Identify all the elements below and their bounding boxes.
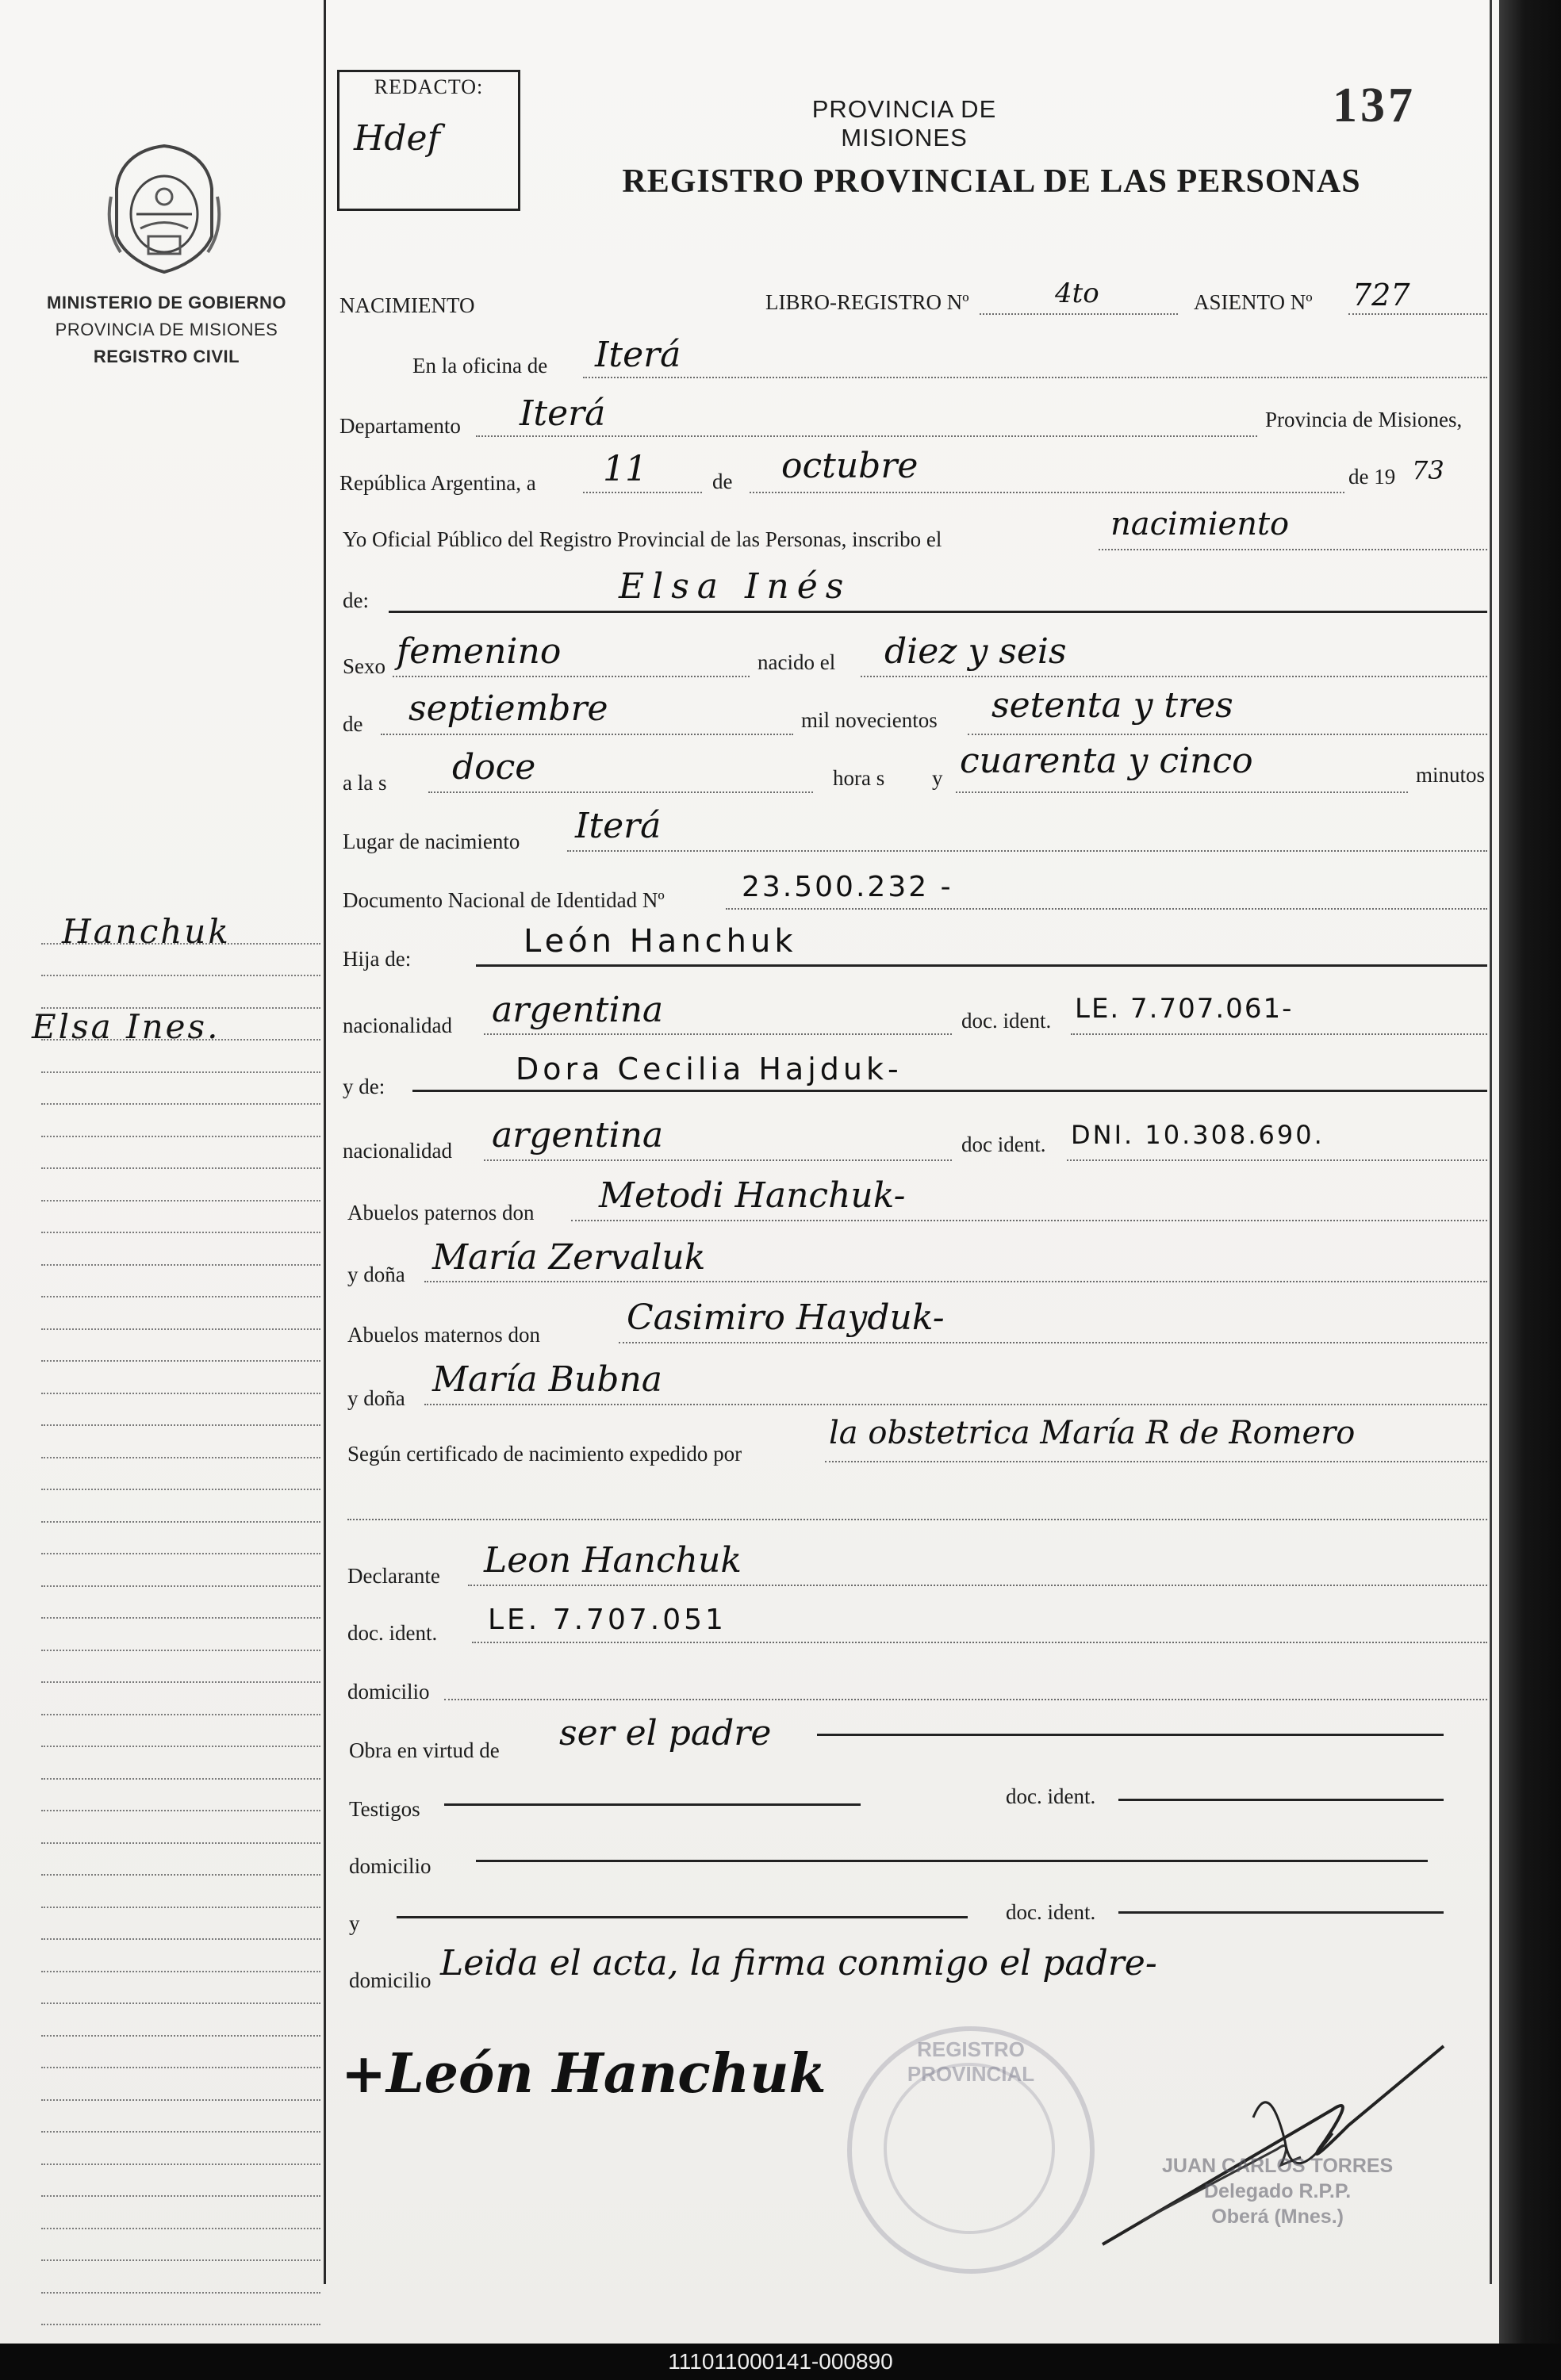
testigos-label: Testigos [349, 1797, 420, 1821]
official-seal [847, 2026, 1095, 2274]
nac-mes-value: septiembre [408, 688, 608, 729]
abuelos-maternos-value: Casimiro Hayduk- [627, 1297, 945, 1338]
official-stamp-text [1162, 2153, 1393, 2229]
official-role: Delegado R.P.P. [1203, 2180, 1352, 2202]
docident2-value: DNI. 10.308.690. [1071, 1120, 1325, 1150]
margin-surname: Hanchuk [62, 912, 231, 951]
dni-label: Documento Nacional de Identidad Nº [343, 888, 665, 912]
right-border [1490, 0, 1492, 2284]
sexo-label: Sexo [343, 654, 385, 678]
dni-value: 23.500.232 - [742, 871, 953, 903]
hora-value: doce [452, 747, 536, 788]
y-label: y [932, 766, 943, 790]
ydona2-value: María Bubna [432, 1359, 663, 1400]
nacido-label: nacido el [757, 650, 836, 674]
horas-label: hora s [833, 766, 885, 790]
redacto-label: REDACTO: [374, 75, 484, 98]
libro-value: 4to [1055, 278, 1099, 309]
mes-value: octubre [781, 446, 919, 486]
de-label: de [712, 469, 733, 493]
nac1-value: argentina [492, 990, 664, 1030]
margin-notes-lines [41, 912, 320, 2325]
docident3-label: doc. ident. [347, 1621, 438, 1645]
declarante-label: Declarante [347, 1564, 440, 1588]
abuelos-maternos-label: Abuelos maternos don [347, 1323, 540, 1347]
ministry-line-3: REGISTRO CIVIL [93, 347, 240, 366]
departamento-value: Iterá [520, 393, 606, 434]
madre-value: Dora Cecilia Hajduk- [516, 1052, 903, 1087]
obra-label: Obra en virtud de [349, 1738, 500, 1762]
page-number: 137 [1333, 79, 1416, 132]
yde-label: y de: [343, 1075, 385, 1098]
official-place: Oberá (Mnes.) [1211, 2206, 1344, 2228]
anio-value: 73 [1412, 455, 1444, 485]
column-divider [324, 0, 326, 2284]
oficial-label: Yo Oficial Público del Registro Provincial de las Personas, inscribo el [343, 527, 942, 551]
nac-mes-label: de [343, 712, 363, 736]
alas-label: a la s [343, 771, 387, 795]
nombre-label: de: [343, 588, 369, 612]
y2-label: y [349, 1911, 360, 1935]
page-title: REGISTRO PROVINCIAL DE LAS PERSONAS [622, 163, 1361, 200]
abuelos-paternos-label: Abuelos paternos don [347, 1201, 535, 1224]
seal-text: REGISTRO PROVINCIAL [907, 2037, 1035, 2086]
dia-value: 11 [603, 449, 647, 489]
ministry-heading [24, 289, 309, 370]
docident1-value: LE. 7.707.061- [1075, 993, 1294, 1025]
docident3-value: LE. 7.707.051 [488, 1604, 727, 1636]
domicilio2-label: domicilio [349, 1854, 431, 1878]
binding-edge [1499, 0, 1561, 2344]
nacido-value: diez y seis [884, 631, 1067, 672]
docident1-label: doc. ident. [961, 1009, 1052, 1033]
official-name: JUAN CARLOS TORRES [1162, 2155, 1394, 2177]
redacto-box [337, 70, 520, 211]
republica-label: República Argentina, a [339, 471, 536, 495]
docident5-label: doc. ident. [1006, 1900, 1096, 1924]
nac2-value: argentina [492, 1115, 664, 1156]
docident4-label: doc. ident. [1006, 1784, 1096, 1808]
closing-statement: Leida el acta, la firma conmigo el padre- [440, 1943, 1157, 1983]
abuelos-paternos-value: Metodi Hanchuk- [599, 1175, 906, 1216]
lugar-value: Iterá [575, 806, 662, 846]
crest-icon [105, 141, 224, 276]
declarant-signature: +León Hanchuk [341, 2042, 827, 2106]
redacto-value: Hdef [354, 118, 440, 159]
province-heading: PROVINCIA DE MISIONES [811, 95, 997, 151]
provincia-label: Provincia de Misiones, [1265, 408, 1463, 431]
hija-label: Hija de: [343, 947, 412, 971]
docident2-label: doc ident. [961, 1133, 1046, 1156]
oficina-value: Iterá [595, 335, 681, 375]
nac1-label: nacionalidad [343, 1014, 452, 1037]
asiento-label: ASIENTO Nº [1194, 290, 1313, 314]
ministry-line-1: MINISTERIO DE GOBIERNO [47, 293, 286, 312]
mil-value: setenta y tres [991, 685, 1233, 726]
declarante-value: Leon Hanchuk [484, 1540, 742, 1581]
minutos-label: minutos [1416, 763, 1486, 787]
margin-given-name: Elsa Ines. [32, 1007, 221, 1046]
sexo-value: femenino [397, 631, 562, 672]
ydona1-value: María Zervaluk [432, 1237, 706, 1278]
anio-prefix: de 19 [1348, 465, 1396, 489]
nacimiento-label: NACIMIENTO [339, 293, 475, 317]
segun-value: la obstetrica María R de Romero [829, 1415, 1356, 1451]
nombre-value: Elsa Inés [619, 566, 852, 607]
ydona1-label: y doña [347, 1263, 405, 1286]
mil-label: mil novecientos [801, 708, 938, 732]
minutos-value: cuarenta y cinco [960, 741, 1253, 781]
oficial-value: nacimiento [1110, 506, 1290, 542]
padre-value: León Hanchuk [524, 923, 797, 960]
domicilio3-label: domicilio [349, 1968, 431, 1992]
archive-code: 111011000141-000890 [0, 2344, 1561, 2380]
oficina-label: En la oficina de [412, 354, 548, 378]
asiento-value: 727 [1352, 278, 1410, 312]
ministry-line-2: PROVINCIA DE MISIONES [55, 320, 278, 339]
departamento-label: Departamento [339, 414, 461, 438]
libro-label: LIBRO-REGISTRO Nº [765, 290, 969, 314]
lugar-label: Lugar de nacimiento [343, 830, 520, 853]
ydona2-label: y doña [347, 1386, 405, 1410]
obra-value: ser el padre [559, 1713, 772, 1753]
nac2-label: nacionalidad [343, 1139, 452, 1163]
segun-label: Según certificado de nacimiento expedido por [347, 1442, 742, 1466]
domicilio1-label: domicilio [347, 1680, 430, 1704]
